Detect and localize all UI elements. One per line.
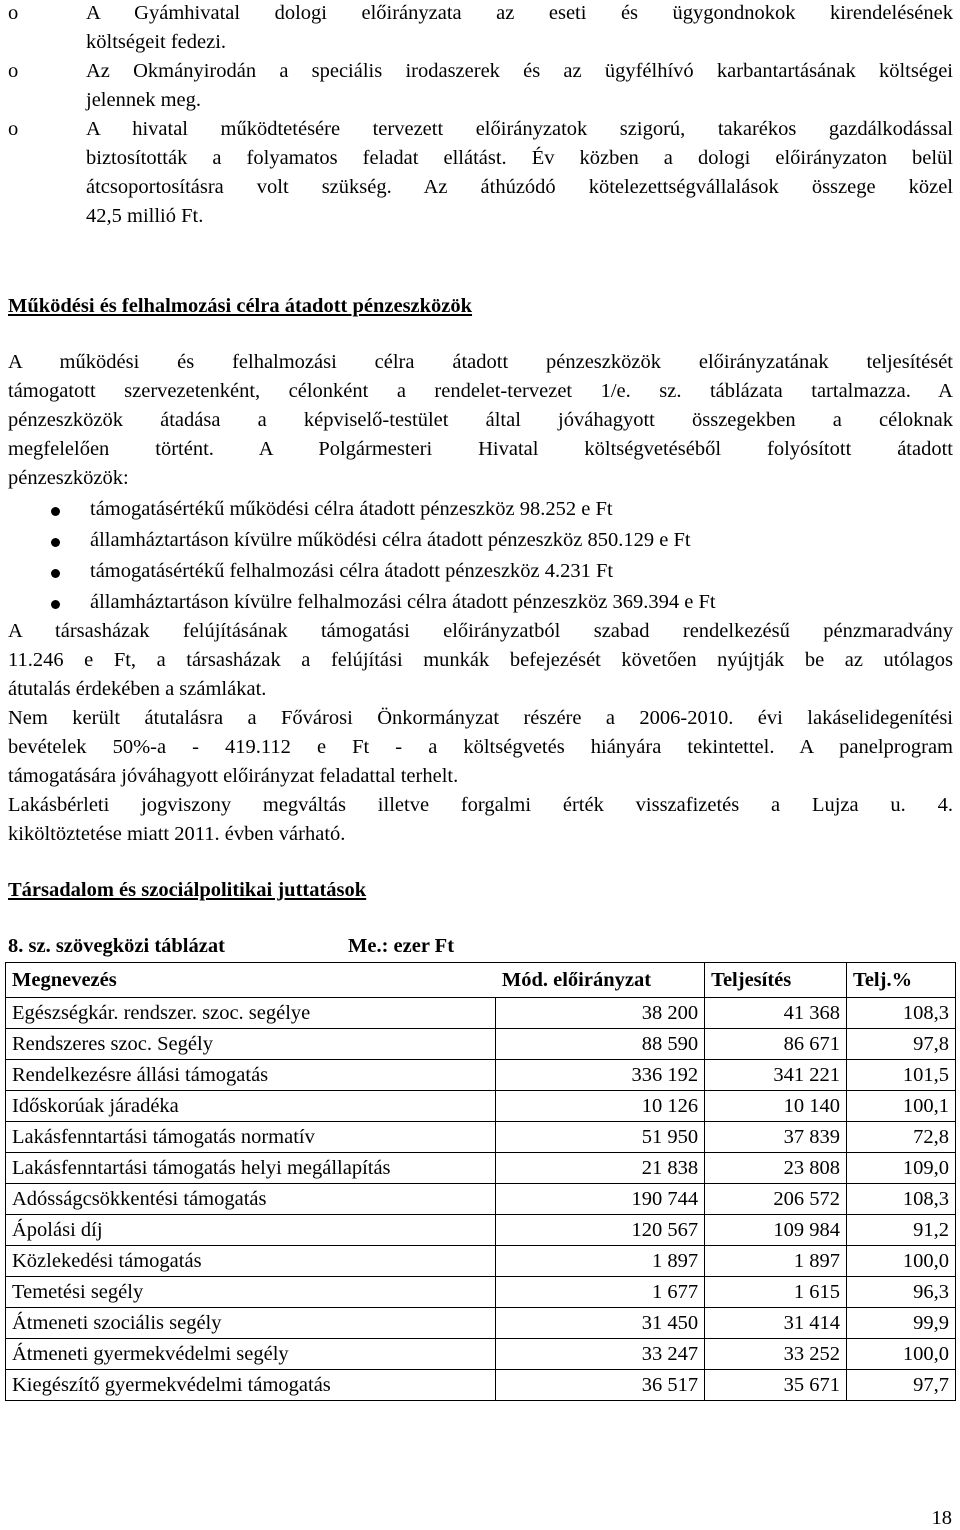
- social-benefits-table: [5, 962, 956, 1401]
- list-marker: o: [8, 2, 19, 24]
- bullet-icon: [51, 569, 60, 578]
- para3-line: bevételek 50%-a - 419.112 e Ft - a költségvetés hiányára tekintettel. A panelprogram: [8, 736, 953, 758]
- para2-line: átutalás érdekében a számlákat.: [8, 678, 267, 700]
- row-label: Közlekedési támogatás: [6, 1246, 496, 1277]
- row-label: Rendszeres szoc. Segély: [6, 1029, 496, 1060]
- completion-percent: 99,9: [847, 1308, 956, 1339]
- completion-percent: 108,3: [847, 998, 956, 1029]
- planned-amount: 120 567: [496, 1215, 705, 1246]
- bullet-icon: [51, 600, 60, 609]
- actual-amount: 341 221: [705, 1060, 847, 1091]
- completion-percent: 100,0: [847, 1339, 956, 1370]
- column-header: Teljesítés: [705, 963, 847, 998]
- bullet-item: támogatásértékű működési célra átadott pénzeszköz 98.252 e Ft: [90, 498, 613, 520]
- completion-percent: 96,3: [847, 1277, 956, 1308]
- para3-line: Nem került átutalásra a Fővárosi Önkormányzat részére a 2006-2010. évi lakáselidegenítési: [8, 707, 953, 729]
- planned-amount: 336 192: [496, 1060, 705, 1091]
- row-label: Lakásfenntartási támogatás helyi megállapítás: [6, 1153, 496, 1184]
- intro-item-2-line-2: jelennek meg.: [86, 89, 201, 111]
- planned-amount: 190 744: [496, 1184, 705, 1215]
- table-row: [6, 1184, 956, 1215]
- completion-percent: 108,3: [847, 1184, 956, 1215]
- bullet-item: államháztartáson kívülre felhalmozási célra átadott pénzeszköz 369.394 e Ft: [90, 591, 716, 613]
- list-marker: o: [8, 118, 19, 140]
- section-heading-transfers: Működési és felhalmozási célra átadott pénzeszközök: [8, 295, 473, 317]
- actual-amount: 206 572: [705, 1184, 847, 1215]
- planned-amount: 1 677: [496, 1277, 705, 1308]
- actual-amount: 35 671: [705, 1370, 847, 1401]
- planned-amount: 38 200: [496, 998, 705, 1029]
- row-label: Ápolási díj: [6, 1215, 496, 1246]
- row-label: Rendelkezésre állási támogatás: [6, 1060, 496, 1091]
- table-row: [6, 1370, 956, 1401]
- actual-amount: 10 140: [705, 1091, 847, 1122]
- table-unit: Me.: ezer Ft: [348, 935, 455, 957]
- para4-line: kiköltöztetése miatt 2011. évben várható.: [8, 823, 346, 845]
- para-line: A működési és felhalmozási célra átadott pénzeszközök előirányzatának teljesítését: [8, 351, 953, 373]
- row-label: Temetési segély: [6, 1277, 496, 1308]
- row-label: Átmeneti szociális segély: [6, 1308, 496, 1339]
- actual-amount: 1 897: [705, 1246, 847, 1277]
- planned-amount: 33 247: [496, 1339, 705, 1370]
- row-label: Adósságcsökkentési támogatás: [6, 1184, 496, 1215]
- bullet-item: államháztartáson kívülre működési célra átadott pénzeszköz 850.129 e Ft: [90, 529, 691, 551]
- table-row: [6, 1308, 956, 1339]
- completion-percent: 91,2: [847, 1215, 956, 1246]
- table-row: [6, 1215, 956, 1246]
- intro-item-3-line-4: 42,5 millió Ft.: [86, 205, 204, 227]
- para4-line: Lakásbérleti jogviszony megváltás illetve forgalmi érték visszafizetés a Lujza u. 4.: [8, 794, 953, 816]
- intro-item-3-line-3: átcsoportosításra volt szükség. Az áthúzódó kötelezettségvállalások összege közel: [86, 176, 953, 198]
- row-label: Lakásfenntartási támogatás normatív: [6, 1122, 496, 1153]
- actual-amount: 33 252: [705, 1339, 847, 1370]
- intro-item-3-line-2: biztosították a folyamatos feladat ellátást. Év közben a dologi előirányzaton belül: [86, 147, 953, 169]
- row-label: Átmeneti gyermekvédelmi segély: [6, 1339, 496, 1370]
- para2-line: A társasházak felújításának támogatási előirányzatból szabad rendelkezésű pénzmaradvány: [8, 620, 953, 642]
- planned-amount: 36 517: [496, 1370, 705, 1401]
- table-row: [6, 1091, 956, 1122]
- table-row: [6, 1339, 956, 1370]
- completion-percent: 109,0: [847, 1153, 956, 1184]
- table-row: [6, 998, 956, 1029]
- planned-amount: 31 450: [496, 1308, 705, 1339]
- planned-amount: 88 590: [496, 1029, 705, 1060]
- column-header: Telj.%: [847, 963, 956, 998]
- actual-amount: 109 984: [705, 1215, 847, 1246]
- planned-amount: 10 126: [496, 1091, 705, 1122]
- table-row: [6, 1029, 956, 1060]
- table-header-row: [6, 963, 956, 998]
- column-header: Megnevezés: [6, 963, 496, 998]
- row-label: Egészségkár. rendszer. szoc. segélye: [6, 998, 496, 1029]
- list-marker: o: [8, 60, 19, 82]
- para-line: megfelelően történt. A Polgármesteri Hivatal költségvetéséből folyósított átadott: [8, 438, 953, 460]
- actual-amount: 41 368: [705, 998, 847, 1029]
- completion-percent: 100,0: [847, 1246, 956, 1277]
- table-row: [6, 1060, 956, 1091]
- completion-percent: 97,7: [847, 1370, 956, 1401]
- table-row: [6, 1277, 956, 1308]
- actual-amount: 31 414: [705, 1308, 847, 1339]
- para2-line: 11.246 e Ft, a társasházak a felújítási munkák befejezését követően nyújtják be az utólagos: [8, 649, 953, 671]
- intro-item-2-line-1: Az Okmányirodán a speciális irodaszerek és az ügyfélhívó karbantartásának költségei: [86, 60, 953, 82]
- planned-amount: 51 950: [496, 1122, 705, 1153]
- completion-percent: 97,8: [847, 1029, 956, 1060]
- table-caption: 8. sz. szövegközi táblázat: [8, 935, 225, 957]
- planned-amount: 1 897: [496, 1246, 705, 1277]
- completion-percent: 101,5: [847, 1060, 956, 1091]
- column-header: Mód. előirányzat: [496, 963, 705, 998]
- actual-amount: 1 615: [705, 1277, 847, 1308]
- table-row: [6, 1246, 956, 1277]
- bullet-icon: [51, 507, 60, 516]
- row-label: Kiegészítő gyermekvédelmi támogatás: [6, 1370, 496, 1401]
- intro-item-1-line-2: költségeit fedezi.: [86, 31, 227, 53]
- bullet-icon: [51, 538, 60, 547]
- para-line: pénzeszközök:: [8, 467, 129, 489]
- section-heading-social: Társadalom és szociálpolitikai juttatások: [8, 879, 367, 901]
- intro-item-1-line-1: A Gyámhivatal dologi előirányzata az eseti és ügygondnokok kirendelésének: [86, 2, 953, 24]
- para-line: támogatott szervezetenként, célonként a rendelet-tervezet 1/e. sz. táblázata tartalmazza. A: [8, 380, 953, 402]
- table-row: [6, 1153, 956, 1184]
- bullet-item: támogatásértékű felhalmozási célra átadott pénzeszköz 4.231 Ft: [90, 560, 614, 582]
- completion-percent: 100,1: [847, 1091, 956, 1122]
- page-number: 18: [931, 1507, 952, 1529]
- actual-amount: 37 839: [705, 1122, 847, 1153]
- row-label: Időskorúak járadéka: [6, 1091, 496, 1122]
- table-row: [6, 1122, 956, 1153]
- planned-amount: 21 838: [496, 1153, 705, 1184]
- para-line: pénzeszközök átadása a képviselő-testület által jóváhagyott összegekben a céloknak: [8, 409, 953, 431]
- intro-item-3-line-1: A hivatal működtetésére tervezett előirányzatok szigorú, takarékos gazdálkodással: [86, 118, 953, 140]
- completion-percent: 72,8: [847, 1122, 956, 1153]
- actual-amount: 23 808: [705, 1153, 847, 1184]
- actual-amount: 86 671: [705, 1029, 847, 1060]
- para3-line: támogatására jóváhagyott előirányzat feladattal terhelt.: [8, 765, 459, 787]
